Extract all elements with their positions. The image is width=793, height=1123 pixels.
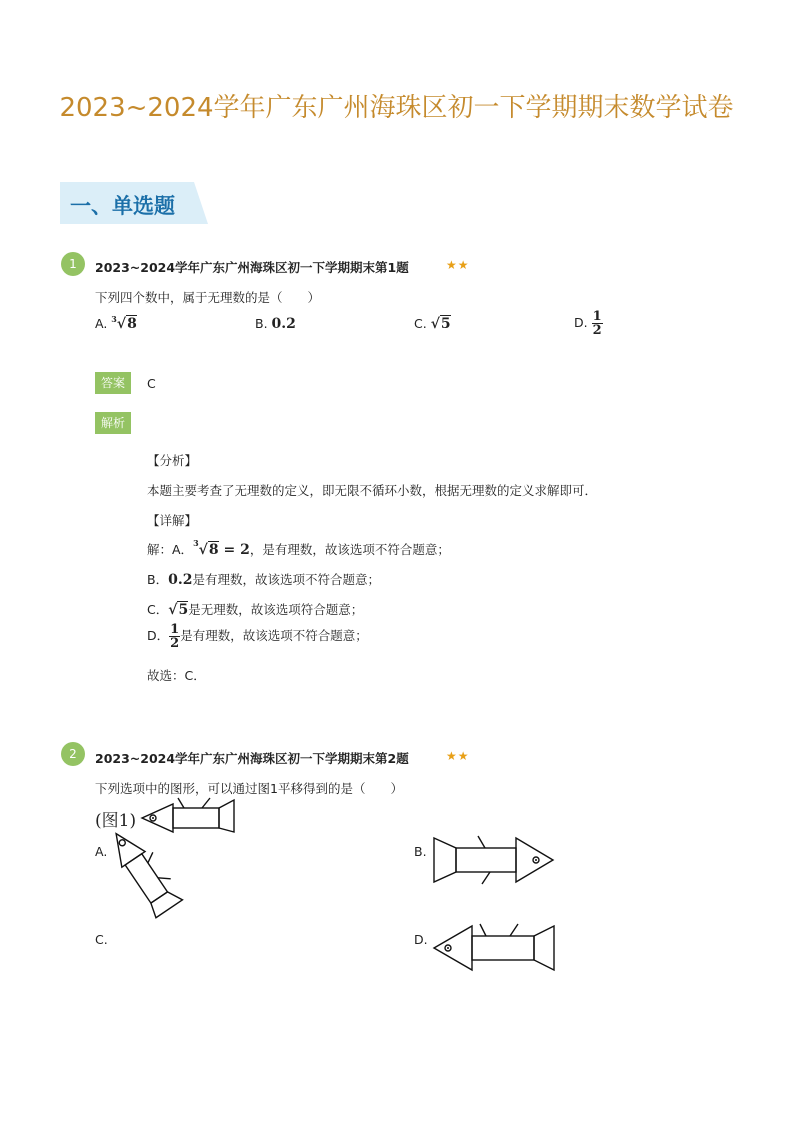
detail-heading: 【详解】 [147,513,198,528]
option-d-fish [430,920,560,976]
option-d-label: D. [574,315,588,330]
section-title: 一、单选题 [70,194,175,218]
option-a-label: A. [95,844,108,859]
difficulty-stars: ★★ [446,749,470,763]
option-a-label: A. [95,316,108,331]
option-b-fish [430,832,560,888]
analysis-text: 本题主要考查了无理数的定义，即无限不循环小数，根据无理数的定义求解即可． [147,483,598,498]
option-c [414,316,451,332]
analysis-heading: 【分析】 [147,453,198,468]
question-stem: 下列选项中的图形，可以通过图1平移得到的是（ ） [95,781,403,796]
option-c-label: C. [95,932,108,947]
section-header [60,182,208,224]
question-stem: 下列四个数中，属于无理数的是（ ） [95,290,321,305]
option-b-label: B. [414,844,427,859]
solution-conclusion: 故选：C． [147,668,206,683]
option-d-label: D. [414,932,428,947]
solution-line-d: D． $\frac{1}{2}$ 是有理数，故该选项不符合题意； [147,622,368,651]
square-root-expression: √5 [430,316,451,332]
difficulty-stars: ★★ [446,258,470,272]
answer-tag: 答案 [95,372,131,394]
option-d [574,310,603,337]
question-source: 2023~2024学年广东广州海珠区初一下学期期末第2题 [95,751,409,766]
option-c-label: C. [414,316,427,331]
question-number-badge: 1 [61,252,85,276]
option-a-fish [105,830,205,930]
document-title: 2023~2024学年广东广州海珠区初一下学期期末数学试卷 [59,93,734,123]
option-b-label: B. [255,316,268,331]
answer-value: C [147,376,156,391]
question-source: 2023~2024学年广东广州海珠区初一下学期期末第1题 [95,260,409,275]
solution-line-c: C．√5是无理数，故该选项符合题意； [147,602,364,618]
question-number-badge: 2 [61,742,85,766]
solution-line-b: B．0.2是有理数，故该选项不符合题意； [147,572,380,588]
analysis-tag: 解析 [95,412,131,434]
cube-root-expression: $^3$√8 [111,314,137,332]
figure-label: (图1) [95,811,137,831]
option-a [95,316,137,332]
solution-line-a: 解：A．$^3$√8 = 2，是有理数，故该选项不符合题意； [147,538,450,558]
option-b [255,316,296,332]
fraction-expression: $\frac{1}{2}$ [592,309,602,338]
option-b-value: 0.2 [271,316,296,332]
